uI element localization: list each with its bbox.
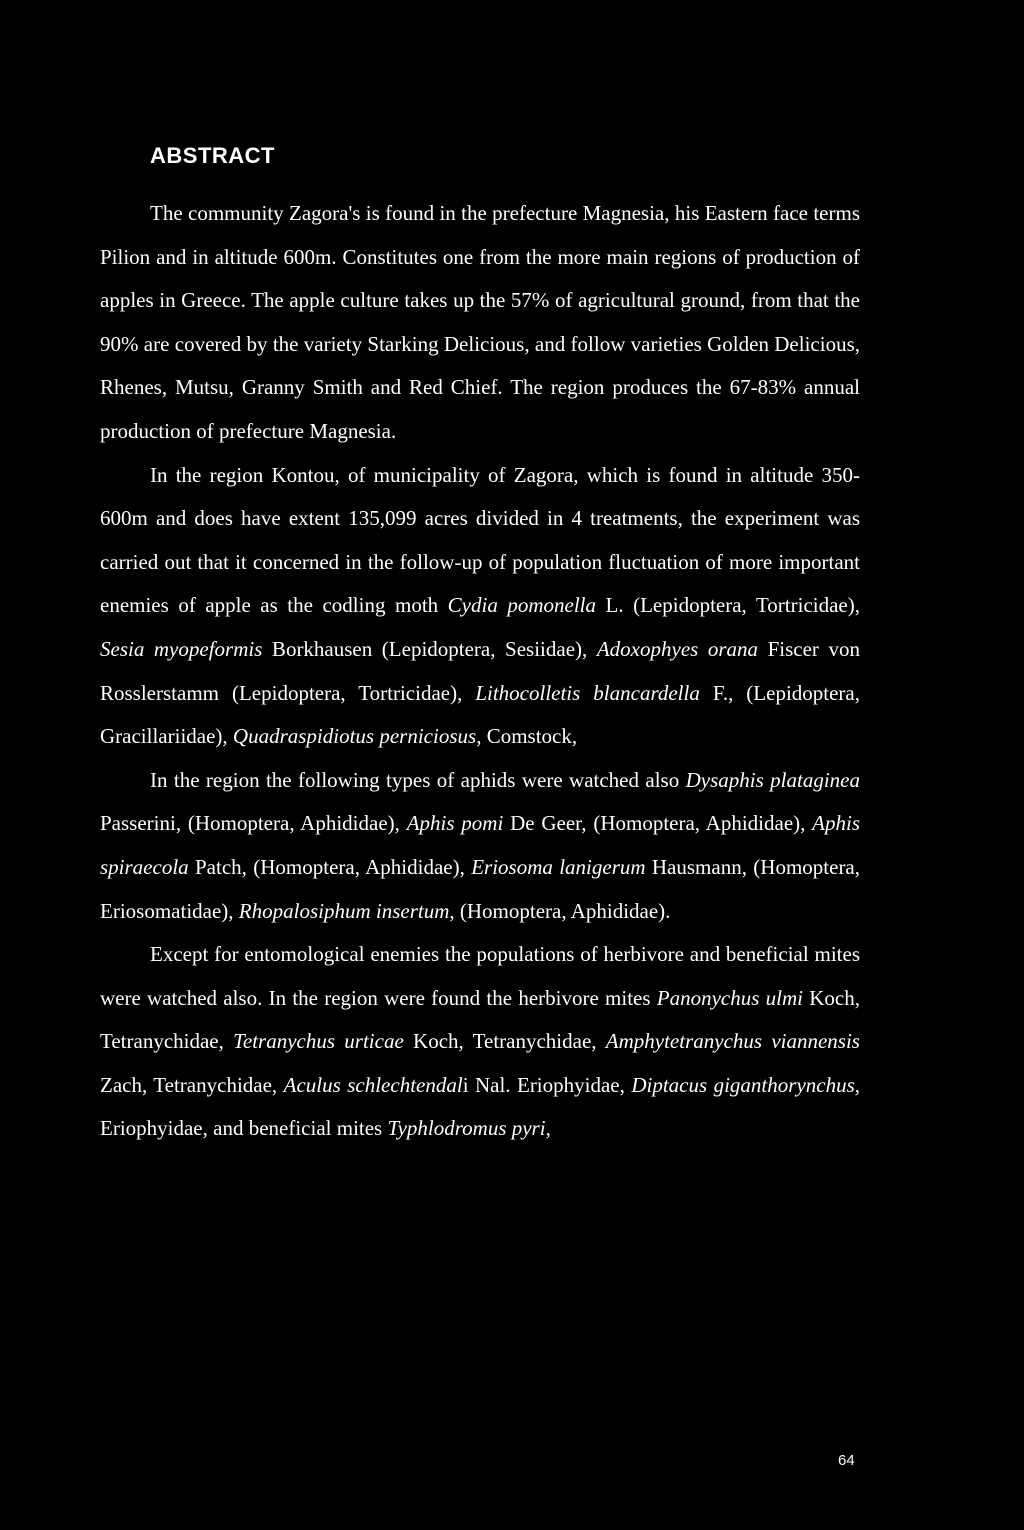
- text-run: , Comstock,: [476, 724, 578, 749]
- text-run: Hausmann, (Homoptera, Eriosomatidae),: [100, 854, 861, 923]
- species-name: Aculus schlechtendal: [283, 1072, 463, 1097]
- paragraph: [100, 454, 860, 759]
- text-run: Zach, Tetranychidae,: [100, 1072, 284, 1097]
- text-run: The community Zagora's is found in the prefecture Magnesia, his Eastern face terms Pilion and in altitude 600m. Constitutes one from the more main regions of production of apples in Greece. The apple culture takes up the 57% of agricultural ground, from that the 90% are covered by the variety Starking Delicious, and follow varieties Golden Delicious, Rhenes, Mutsu, Granny Smith and Red Chief. The region produces the 67-83% annual production of prefecture Magnesia.: [100, 201, 860, 443]
- species-name: Tetranychus urticae: [233, 1029, 404, 1054]
- text-run: In the region the following types of aphids were watched also: [150, 767, 686, 792]
- text-run: , Eriophyidae, and beneficial mites: [100, 1072, 861, 1141]
- species-name: Rhopalosiphum insertum: [238, 898, 450, 923]
- text-run: Borkhausen (Lepidoptera, Sesiidae),: [262, 636, 597, 661]
- text-run: F., (Lepidoptera, Gracillariidae),: [100, 680, 860, 749]
- species-name: Diptacus giganthorynchus: [631, 1072, 855, 1097]
- document-page: [100, 136, 860, 1151]
- species-name: Aphis spiraecola: [100, 811, 861, 879]
- text-run: , (Homoptera, Aphididae).: [449, 898, 671, 923]
- text-run: Fiscer von Rosslerstamm (Lepidoptera, Tortricidae),: [100, 636, 860, 705]
- text-run: Passerini, (Homoptera, Aphididae),: [100, 811, 407, 836]
- text-run: Koch, Tetranychidae,: [100, 985, 860, 1054]
- abstract-heading: ABSTRACT: [150, 143, 275, 168]
- species-name: Dysaphis plataginea: [685, 767, 860, 792]
- species-name: Sesia myopeformis: [100, 636, 263, 661]
- paragraph: [100, 933, 860, 1151]
- species-name: Panonychus ulmi: [656, 985, 804, 1010]
- text-run: i Nal. Eriophyidae,: [462, 1072, 632, 1097]
- text-run: Except for entomological enemies the populations of herbivore and beneficial mites were watched also. In the region were found the herbivore mites: [100, 942, 860, 1010]
- species-name: Adoxophyes orana: [596, 636, 759, 661]
- species-name: Amphytetranychus viannensis: [605, 1029, 860, 1054]
- species-name: Cydia pomonella: [447, 593, 597, 618]
- text-run: Patch, (Homoptera, Aphididae),: [188, 854, 472, 879]
- text-run: ,: [545, 1116, 551, 1141]
- species-name: Lithocolletis blancardella: [475, 680, 700, 705]
- abstract-body: [100, 192, 860, 1151]
- paragraph: [100, 759, 860, 933]
- species-name: Quadraspidiotus perniciosus: [232, 724, 477, 749]
- paragraph: [100, 192, 860, 454]
- species-name: Typhlodromus pyri: [387, 1116, 546, 1141]
- text-run: In the region Kontou, of municipality of Zagora, which is found in altitude 350-600m and does have extent 135,099 acres divided in 4 treatments, the experiment was carried out that it concerned in the follow-up of population fluctuation of more important enemies of apple as the codling moth: [100, 462, 860, 618]
- text-run: L. (Lepidoptera, Tortricidae),: [596, 593, 860, 618]
- species-name: Aphis pomi: [406, 811, 504, 836]
- species-name: Eriosoma lanigerum: [471, 854, 646, 879]
- page-number: 64: [838, 1452, 855, 1469]
- text-run: Koch, Tetranychidae,: [403, 1029, 606, 1054]
- text-run: De Geer, (Homoptera, Aphididae),: [503, 811, 813, 836]
